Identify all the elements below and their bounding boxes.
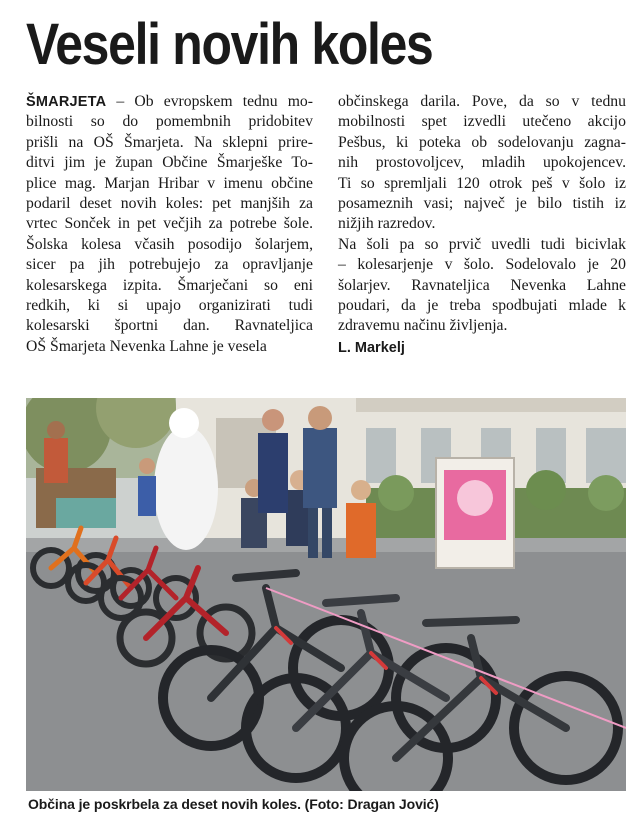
headline: Veseli novih koles xyxy=(26,12,433,77)
text-line: zdravemu načinu življenja. xyxy=(338,317,508,335)
paragraph-2 xyxy=(338,92,626,235)
text-line: kolesarskega izpita. Šmarječani so eni xyxy=(26,276,313,294)
text-line-first xyxy=(26,92,313,112)
text-line: občinskega darila. Pove, da so v tednu xyxy=(338,93,626,110)
text-line: – Ob evropskem tednu mo- xyxy=(106,93,313,110)
text-line: bilnosti so do pomembnih pridobitev xyxy=(26,113,313,131)
text-line: kolesarski športni dan. Ravnateljica xyxy=(26,317,313,335)
paragraph-3 xyxy=(338,235,626,337)
text-line: redkih, ki si upajo organizirati tudi xyxy=(26,297,313,315)
text-line: sicer pa jih potrebujejo za opravljanje xyxy=(26,256,313,274)
photo-bikes-schoolyard xyxy=(26,398,626,791)
article-photo xyxy=(26,398,626,791)
location-dateline: ŠMARJETA xyxy=(26,94,107,110)
photo-caption: Občina je poskrbela za deset novih koles. (Foto: Dragan Jović) xyxy=(28,796,439,812)
text-line: podaril deset novih koles: pet manjših za xyxy=(26,195,313,213)
text-line: Šolska kolesa včasih posodijo šolarjem, xyxy=(26,235,313,253)
text-line: nižjih razredov. xyxy=(338,215,436,233)
text-line: prišli na OŠ Šmarjeta. Na sklepni prire- xyxy=(26,133,313,151)
text-line: ditvi jim je župan Občine Šmarješke To- xyxy=(26,154,313,172)
text-line: vrtec Sonček in pet večjih za potrebe šole. xyxy=(26,215,313,233)
text-line: plice mag. Marjan Hribar v imenu občine xyxy=(26,174,313,192)
text-line: poudari, da je treba spodbujati mlade k xyxy=(338,297,626,315)
text-line: šolarjev. Ravnateljica Nevenka Lahne xyxy=(338,276,626,294)
text-line: mobilnosti spet izvedli utečeno akcijo xyxy=(338,113,626,131)
text-line: – kolesarjenje v šolo. Sodelovalo je 20 xyxy=(338,256,626,274)
paragraph-1 xyxy=(26,92,313,357)
article-column-left xyxy=(26,92,313,357)
text-line: Ti so spremljali 120 otrok peš v šolo iz xyxy=(338,174,626,192)
text-line: OŠ Šmarjeta Nevenka Lahne je vesela xyxy=(26,337,267,355)
text-line: posameznih vasi; največ je bilo tistih iz xyxy=(338,195,626,213)
article-column-right xyxy=(338,92,626,358)
text-line: Pešbus, ki poteka ob sodelovanju zagna- xyxy=(338,133,626,151)
author-byline: L. Markelj xyxy=(338,339,405,356)
text-line: nih prostovoljcev, mladih upokojencev. xyxy=(338,154,626,172)
text-line: Na šoli pa so prvič uvedli tudi bicivlak xyxy=(338,235,626,253)
paragraph-1-body xyxy=(26,112,313,357)
